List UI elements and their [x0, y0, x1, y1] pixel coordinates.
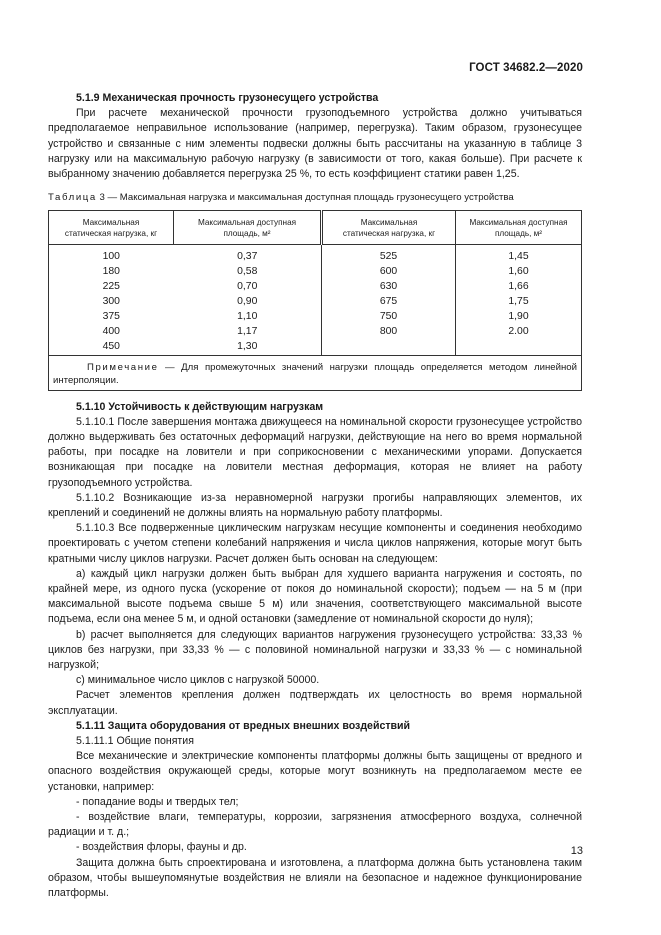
table-cell: 0,90 — [174, 295, 322, 310]
table-row — [49, 265, 582, 280]
table-3 — [48, 210, 582, 390]
table-cell: 375 — [102, 310, 120, 322]
list-item-c: c) минимальное число циклов с нагрузкой 50000. — [76, 674, 320, 687]
table-note-row — [49, 355, 582, 390]
table-cell: 1,66 — [508, 281, 529, 293]
list-item-water: - попадание воды и твердых тел; — [76, 795, 239, 808]
table-row — [49, 340, 582, 355]
table-cell: 225 — [102, 281, 120, 293]
section-5-1-9-title: 5.1.9 Механическая прочность грузонесущего устройства — [76, 92, 379, 104]
table-row — [49, 295, 582, 310]
list-item-b: b) расчет выполняется для следующих вариантов нагружения грузонесущего устройства: 33,33 % циклов без нагрузки, при 33,33 % — с половиной номинальной нагрузки и 33,33 % — с номинальной нагрузкой; — [48, 628, 582, 672]
table-caption — [48, 191, 582, 204]
table-row — [49, 325, 582, 340]
table-row — [49, 310, 582, 325]
note-text: — Для промежуточных значений нагрузки площадь определяется методом линейной интерполяции. — [53, 361, 577, 386]
table-cell: 600 — [322, 265, 456, 280]
header-area-1: Максимальная доступная площадь, м² — [174, 211, 322, 245]
table-cell: 800 — [322, 325, 456, 340]
table-cell: 630 — [322, 280, 456, 295]
document-body — [48, 91, 582, 901]
table-cell: 2.00 — [508, 325, 529, 337]
table-cell — [456, 340, 582, 355]
list-item-flora: - воздействия флоры, фауны и др. — [76, 841, 247, 854]
table-note — [49, 355, 582, 390]
para-fastening: Расчет элементов крепления должен подтверждать их целостность во время нормальной эксплуатации. — [48, 689, 582, 717]
table-caption-text: 3 — Максимальная нагрузка и максимальная доступная площадь грузонесущего устройства — [96, 192, 514, 204]
table-cell: 1,90 — [508, 310, 529, 322]
standard-number: ГОСТ 34682.2—2020 — [469, 62, 583, 74]
section-5-1-10-title: 5.1.10 Устойчивость к действующим нагрузкам — [76, 400, 324, 413]
table-cell: 0,58 — [174, 265, 322, 280]
table-cell: 1,17 — [174, 325, 322, 340]
list-item-climate: - воздействие влаги, температуры, коррозии, загрязнения атмосферного воздуха, солнечной радиации и т. д.; — [48, 811, 582, 839]
para-protection: Все механические и электрические компоненты платформы должны быть защищены от вредного и опасного воздействия окружающей среды, которые могут возникнуть на предполагаемом месте ее установки, например: — [48, 750, 582, 793]
table-header-row — [49, 211, 582, 245]
table-cell: 0,37 — [174, 245, 322, 265]
table-cell: 180 — [102, 266, 120, 278]
header-area-2: Максимальная доступная площадь, м² — [456, 211, 582, 245]
table-cell: 450 — [102, 340, 120, 352]
table-row — [49, 245, 582, 265]
para-design: Защита должна быть спроектирована и изготовлена, а платформа должна быть установлена таким образом, чтобы вышеупомянутые воздействия не влияли на безопасное и надежное функционирование платформы. — [48, 856, 582, 900]
table-caption-prefix: Таблица — [48, 192, 97, 204]
table-cell: 525 — [322, 245, 456, 265]
section-5-1-9-text: При расчете механической прочности грузоподъемного устройства должно учитываться предполагаемое неправильное использование (например, перегрузка). Таким образом, грузонесущее устройство и связанные с ним элементы подвески должны быть рассчитаны на указанную в таблице 3 нагрузку или на максимальную рабочую нагрузку (в зависимости от того, какая больше). При расчете к выбранному значению добавляется перегрузка 25 %, то есть коэффициент статики равен 1,25. — [48, 107, 582, 181]
table-cell: 100 — [102, 251, 120, 263]
table-cell — [322, 340, 456, 355]
note-label: Примечание — [87, 361, 159, 373]
para-5-1-10-1: 5.1.10.1 После завершения монтажа движущееся на номинальной скорости грузонесущее устройство должно выдерживать без остаточных деформаций нагрузки, действующие на него во время нормальной работы, при посадке на ловители и при соприкосновении с механическими упорами. Допускается возникающая при посадке на ловители местная деформация, которая не влияет на работу грузоподъемного устройства. — [48, 415, 582, 489]
page-number: 13 — [570, 845, 583, 857]
header-load-2: Максимальная статическая нагрузка, кг — [322, 211, 456, 245]
table-cell: 750 — [322, 310, 456, 325]
section-5-1-11-title: 5.1.11 Защита оборудования от вредных внешних воздействий — [76, 719, 411, 732]
table-cell: 0,70 — [174, 280, 322, 295]
header-load-1: Максимальная статическая нагрузка, кг — [49, 211, 174, 245]
para-5-1-10-2: 5.1.10.2 Возникающие из-за неравномерной нагрузки прогибы направляющих элементов, их креплений и соединений не должны влиять на нормальную работу платформы. — [48, 491, 582, 519]
table-cell: 1,45 — [508, 251, 529, 263]
table-cell: 300 — [102, 295, 120, 307]
para-5-1-10-3: 5.1.10.3 Все подверженные циклическим нагрузкам несущие компоненты и соединения необходимо проектировать с учетом степени колебаний напряжения и числа циклов напряжения, которые могут быть кратными числу циклов нагрузки. Расчет должен быть основан на следующем: — [48, 522, 582, 565]
table-cell: 675 — [322, 295, 456, 310]
table-cell: 1,60 — [508, 266, 529, 278]
table-cell: 1,75 — [508, 295, 529, 307]
table-cell: 400 — [102, 325, 120, 337]
subsection-5-1-11-1: 5.1.11.1 Общие понятия — [76, 735, 194, 748]
table-row — [49, 280, 582, 295]
table-cell: 1,30 — [174, 340, 322, 355]
table-cell: 1,10 — [174, 310, 322, 325]
list-item-a: а) каждый цикл нагрузки должен быть выбран для худшего варианта нагружения и состоять, по крайней мере, из одного пуска (ускорение от покоя до номинальной скорости); подъем — на 5 м (при максимальной высоте подъема свыше 5 м) или значения, соответствующего максимальной высоте подъема, если она менее 5 м, и одной остановки (замедление от номинальной скорости до нуля); — [48, 567, 582, 626]
